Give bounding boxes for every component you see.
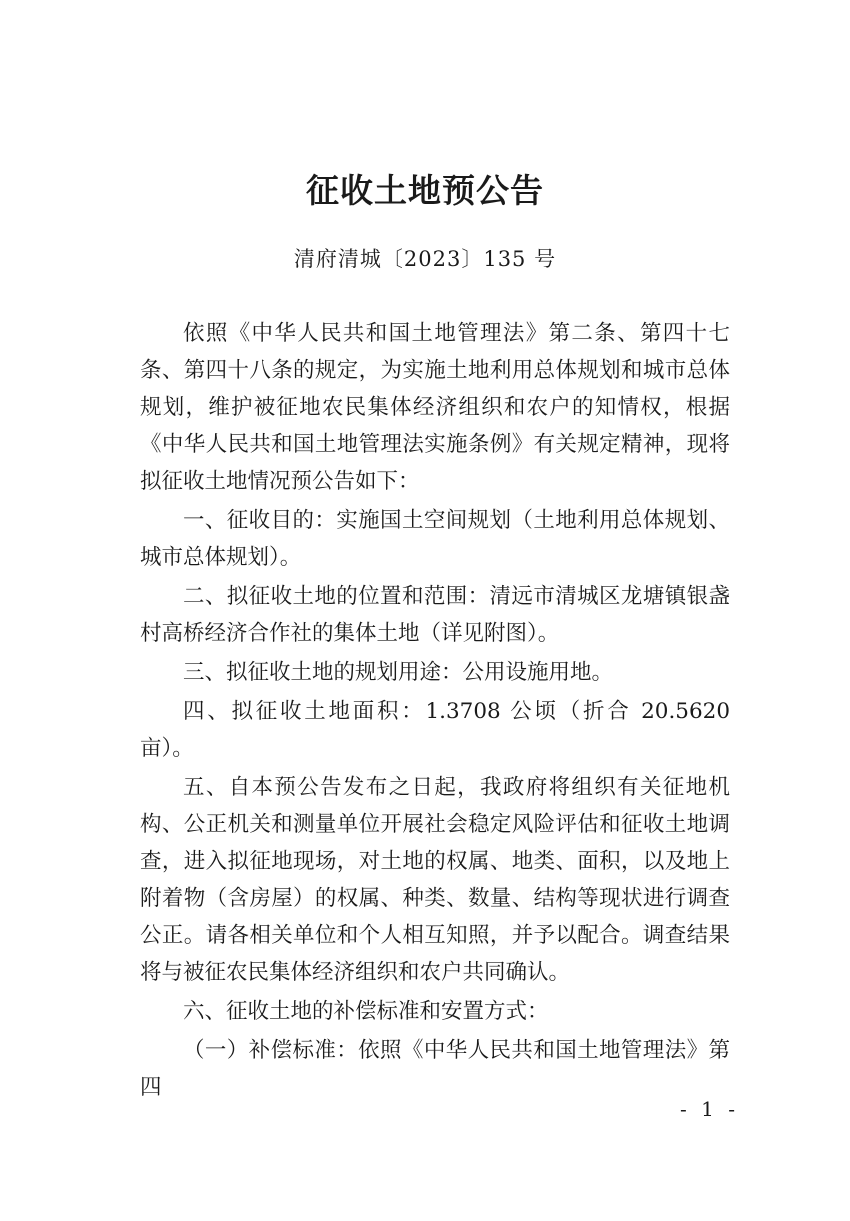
paragraph: 五、自本预公告发布之日起，我政府将组织有关征地机构、公正机关和测量单位开展社会稳定风险评估和征收土地调查，进入拟征地现场，对土地的权属、地类、面积，以及地上附着物（含房屋）的权属、种类、数量、结构等现状进行调查公正。请各相关单位和个人相互知照，并予以配合。调查结果将与被征农民集体经济组织和农户共同确认。 — [140, 775, 730, 985]
document-title: 征收土地预公告 — [306, 171, 544, 210]
page-number: - 1 - — [680, 1097, 739, 1121]
paragraph: 一、征收目的：实施国土空间规划（土地利用总体规划、城市总体规划）。 — [140, 508, 730, 570]
document-body — [140, 315, 730, 1108]
paragraph: 四、拟征收土地面积：1.3708 公顷（折合 20.5620 亩）。 — [140, 699, 730, 761]
document-number: 清府清城〔2023〕135 号 — [293, 247, 557, 271]
paragraph: 二、拟征收土地的位置和范围：清远市清城区龙塘镇银盏村高桥经济合作社的集体土地（详见附图）。 — [140, 584, 730, 646]
paragraph: 六、征收土地的补偿标准和安置方式： — [183, 999, 549, 1024]
paragraph: 三、拟征收土地的规划用途：公用设施用地。 — [183, 660, 614, 685]
paragraph: 依照《中华人民共和国土地管理法》第二条、第四十七条、第四十八条的规定，为实施土地利用总体规划和城市总体规划，维护被征地农民集体经济组织和农户的知情权，根据《中华人民共和国土地管理法实施条例》有关规定精神，现将拟征收土地情况预公告如下： — [140, 321, 730, 494]
paragraph: （一）补偿标准：依照《中华人民共和国土地管理法》第四 — [140, 1038, 730, 1100]
